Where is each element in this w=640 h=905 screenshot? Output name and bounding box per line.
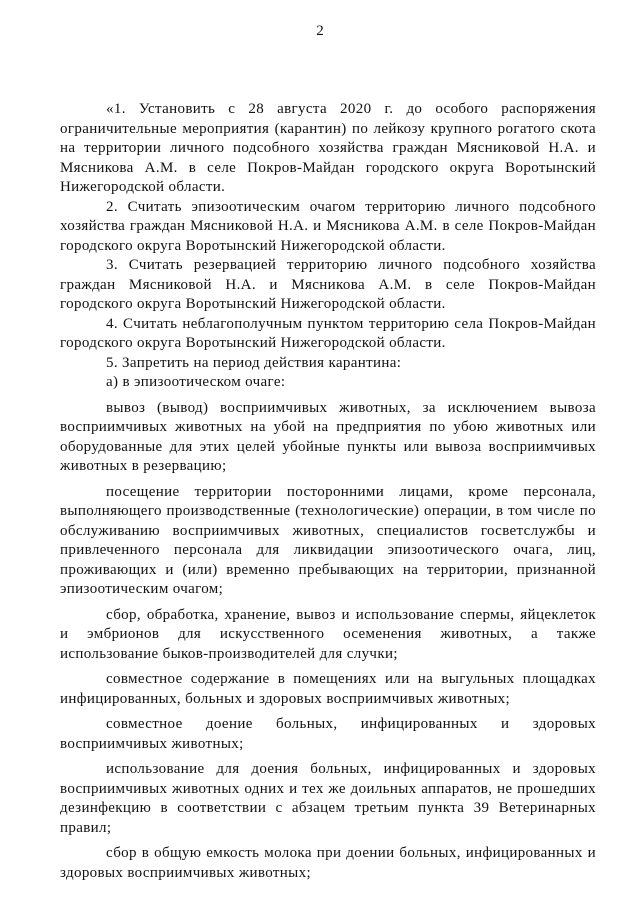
paragraph-quarantine-establish: «1. Установить с 28 августа 2020 г. до особого распоряжения ограничительные мероприятия (карантин) по лейкозу крупного рогатого скота на территории личного подсобного хозяйства граждан Мясниковой Н.А. и Мясникова А.М. в селе Покров-Майдан городского округа Воротынский Нижегородской области. xyxy=(60,101,596,195)
paragraph-subitem-a: а) в эпизоотическом очаге: xyxy=(106,374,286,390)
document-body xyxy=(60,100,596,883)
paragraph-joint-milking-ban: совместное доение больных, инфицированных и здоровых восприимчивых животных; xyxy=(60,716,596,752)
paragraph-unfavorable-point: 4. Считать неблагополучным пунктом территорию села Покров-Майдан городского округа Воротынский Нижегородской области. xyxy=(60,315,596,351)
page-number: 2 xyxy=(316,23,324,39)
paragraph-milking-equipment-ban: использование для доения больных, инфицированных и здоровых восприимчивых животных одних и тех же доильных аппаратов, не прошедших дезинфекцию в соответствии с абзацем третьим пункта 39 Ветеринарных правил; xyxy=(60,761,596,836)
paragraph-joint-keeping-ban: совместное содержание в помещениях или на выгульных площадках инфицированных, больных и здоровых восприимчивых животных; xyxy=(60,671,596,707)
paragraph-export-ban: вывоз (вывод) восприимчивых животных, за исключением вывоза восприимчивых животных на убой на предприятия по убою животных или оборудованные для этих целей убойные пункты или вывоза восприимчивых животных в резервацию; xyxy=(60,399,596,474)
paragraph-prohibitions-heading: 5. Запретить на период действия карантина: xyxy=(106,354,402,371)
paragraph-visit-ban: посещение территории посторонними лицами, кроме персонала, выполняющего производственные (технологические) операции, в том числе по обслуживанию восприимчивых животных, специалистов госветслужбы и привлеченного персонала для ликвидации эпизоотического очага, лиц, проживающих и (или) временно пребывающих на территории, признанной эпизоотическим очагом; xyxy=(60,483,596,597)
paragraph-milk-collection-ban: сбор в общую емкость молока при доении больных, инфицированных и здоровых восприимчивых животных; xyxy=(60,845,596,881)
paragraph-epizootic-focus: 2. Считать эпизоотическим очагом территорию личного подсобного хозяйства граждан Мясниковой Н.А. и Мясникова А.М. в селе Покров-Майдан городского округа Воротынский Нижегородской области. xyxy=(60,198,596,254)
paragraph-reservation: 3. Считать резервацией территорию личного подсобного хозяйства граждан Мясниковой Н.А. и Мясникова А.М. в селе Покров-Майдан городского округа Воротынский Нижегородской области. xyxy=(60,257,596,312)
paragraph-semen-ban: сбор, обработка, хранение, вывоз и использование спермы, яйцеклеток и эмбрионов для искусственного осеменения животных, а также использование быков-производителей для случки; xyxy=(60,606,596,662)
